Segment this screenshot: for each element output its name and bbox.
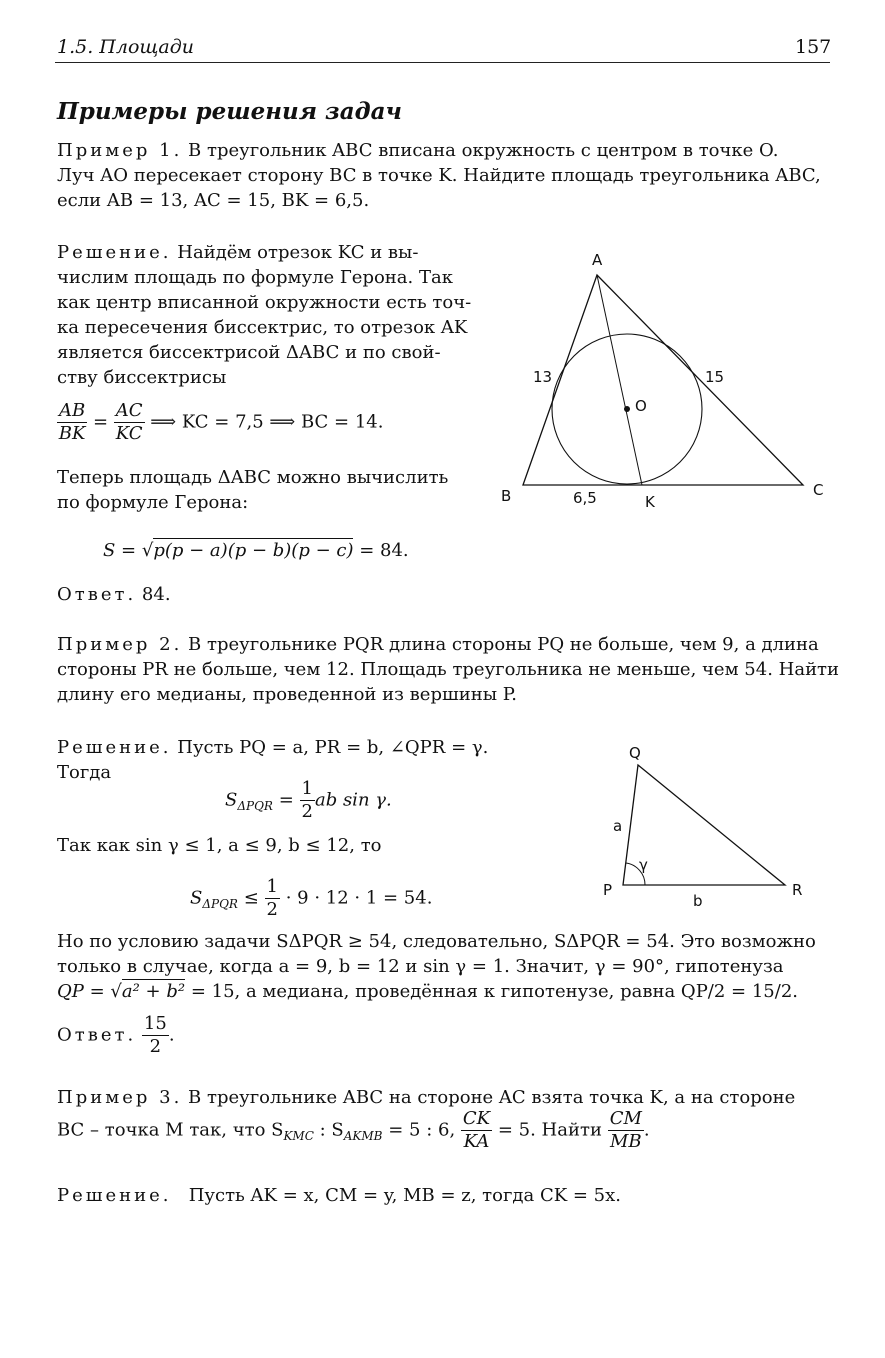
ex1-solution-line2: числим площадь по формуле Герона. Так [57, 267, 453, 288]
label-a: A [592, 251, 603, 269]
ex2-conclusion-line1: Но по условию задачи SΔPQR ≥ 54, следовательно, SΔPQR = 54. Это возможно [57, 931, 816, 952]
ex2-problem-line2: стороны PR не больше, чем 12. Площадь треугольника не меньше, чем 54. Найти [57, 659, 840, 680]
ex2-conclusion-line3: QP = √a² + b² = 15, а медиана, проведённая к гипотенузе, равна QP/2 = 15/2. [57, 981, 798, 1002]
label-a-side: a [613, 817, 623, 835]
ex3-problem-line1: Пример 3. В треугольнике ABC на стороне AC взята точка K, а на стороне [57, 1087, 796, 1108]
section-title: Примеры решения задач [57, 98, 402, 125]
label-o: O [635, 397, 647, 415]
figure-triangle-abc [495, 245, 840, 520]
label-ac-15: 15 [705, 368, 725, 386]
ex1-problem-line2: Луч AO пересекает сторону BC в точке K. Найдите площадь треугольника ABC, [57, 165, 821, 186]
ex1-solution-line3: как центр вписанной окружности есть точ- [57, 292, 472, 313]
header-rule [55, 62, 830, 63]
running-head: 1.5. Площади [57, 36, 195, 58]
ex1-problem-line3: если AB = 13, AC = 15, BK = 6,5. [57, 190, 370, 211]
ex1-answer: Ответ. 84. [57, 584, 171, 605]
ex2-problem-line3: длину его медианы, проведенной из вершины P. [57, 684, 517, 705]
ex2-problem-line1: Пример 2. В треугольнике PQR длина стороны PQ не больше, чем 9, а длина [57, 634, 819, 655]
ex1-bisector-formula: $\frac{AB}{BK}$ = $\frac{AC}{KC}$ ⟹ KC = 7,5 ⟹ BC = 14. [58, 400, 384, 444]
ex3-problem-line2: BC – точка M так, что $S_{KMC}$ : $S_{AKMB} = 5$ : 6, $\frac{CK}{KA}$ = 5. Найти $\frac{CM}{MB}$ . [57, 1108, 650, 1152]
label-r: R [792, 881, 803, 899]
fraction-one-half: $\frac{1}{2}$ [301, 778, 313, 822]
label-p: P [603, 881, 613, 899]
fraction-ck-ka: $\frac{CK}{KA}$ [462, 1108, 491, 1152]
label-gamma: γ [639, 856, 648, 874]
ex1-solution-line6: ству биссектрисы [57, 367, 227, 388]
ex1-problem-line1: Пример 1. В треугольник ABC вписана окружность с центром в точке O. [57, 140, 779, 161]
label-b-side: b [693, 892, 703, 910]
triangle-abc [523, 275, 803, 485]
ex1-heron-formula: S = √p(p − a)(p − b)(p − c) = 84. [103, 540, 409, 561]
label-b: B [501, 487, 512, 505]
label-ab-13: 13 [533, 368, 553, 386]
bisector-ak [597, 275, 642, 485]
ex3-solution-line: Решение. Пусть AK = x, CM = y, MB = z, тогда CK = 5x. [57, 1185, 622, 1206]
page-number: 157 [795, 36, 832, 58]
fraction-15-2: $\frac{15}{2}$ [143, 1013, 167, 1057]
label-c: C [813, 481, 824, 499]
ex2-area-formula: $S_{\Delta PQR}$ = $\frac{1}{2}$ ab sin γ. [225, 778, 392, 822]
fraction-one-half-2: $\frac{1}{2}$ [266, 876, 278, 920]
ex1-solution-line4: ка пересечения биссектрис, то отрезок AK [57, 317, 468, 338]
center-o-dot [624, 406, 630, 412]
ex2-conclusion-line2: только в случае, когда a = 9, b = 12 и sin γ = 1. Значит, γ = 90°, гипотенуза [57, 956, 784, 977]
ex2-answer: Ответ. $\frac{15}{2}$ . [57, 1013, 175, 1057]
ex1-then-line2: по формуле Герона: [57, 492, 249, 513]
fraction-ab-bk: $\frac{AB}{BK}$ [58, 400, 86, 444]
fraction-ac-kc: $\frac{AC}{KC}$ [115, 400, 143, 444]
ex1-solution-line1: Решение. Найдём отрезок KC и вы- [57, 242, 419, 263]
ex2-inequality-formula: $S_{\Delta PQR}$ ≤ $\frac{1}{2}$ · 9 · 12 · 1 = 54. [190, 876, 433, 920]
label-q: Q [629, 744, 641, 762]
label-k: K [645, 493, 655, 511]
fraction-cm-mb: $\frac{CM}{MB}$ [609, 1108, 642, 1152]
label-bk-6-5: 6,5 [573, 489, 597, 507]
ex2-solution-line1: Решение. Пусть PQ = a, PR = b, ∠QPR = γ. [57, 737, 489, 758]
ex2-since-line: Так как sin γ ≤ 1, a ≤ 9, b ≤ 12, то [57, 835, 382, 856]
ex1-solution-line5: является биссектрисой ΔABC и по свой- [57, 342, 441, 363]
ex2-solution-line2: Тогда [57, 762, 112, 783]
ex1-then-line1: Теперь площадь ΔABC можно вычислить [57, 467, 449, 488]
figure-triangle-pqr [595, 738, 815, 913]
